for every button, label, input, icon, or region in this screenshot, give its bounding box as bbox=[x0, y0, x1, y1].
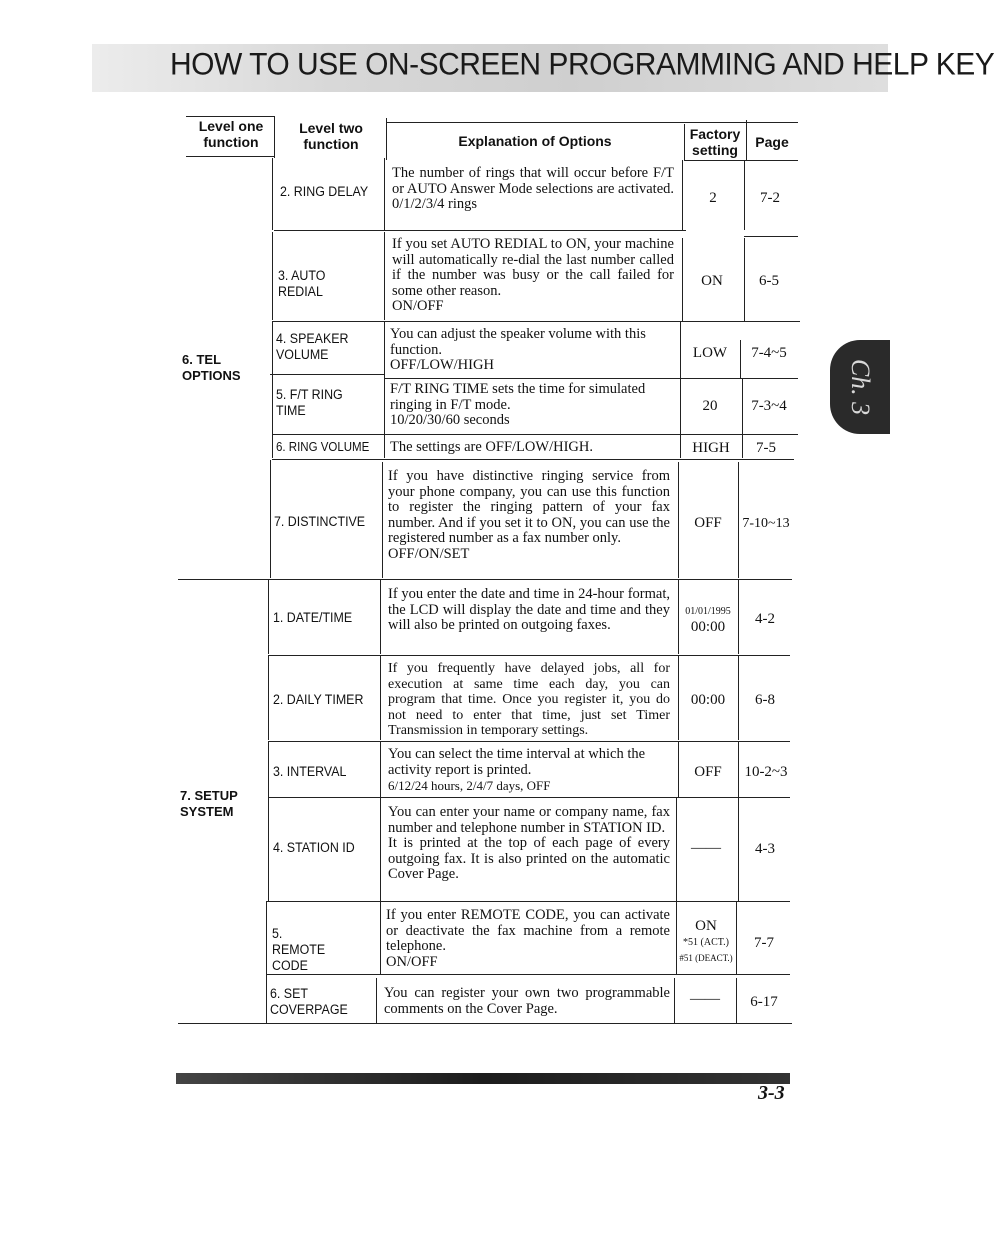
option-explanation: F/T RING TIME sets the time for simulated ringing in F/T mode. 10/20/30/60 seconds bbox=[390, 381, 646, 428]
level-two-label: 6. RING VOLUME bbox=[276, 440, 370, 454]
factory-setting: 00:00 bbox=[690, 692, 726, 708]
option-explanation: The settings are OFF/LOW/HIGH. bbox=[390, 439, 593, 455]
level-two-label: 5. F/T RING TIME bbox=[276, 387, 343, 418]
rule bbox=[684, 124, 685, 160]
page-ref: 6-5 bbox=[759, 273, 779, 289]
group-label-setup-system: 7. SETUP SYSTEM bbox=[180, 788, 238, 819]
chapter-tab-label: Ch. 3 bbox=[846, 358, 875, 416]
factory-setting-act: *51 (ACT.) bbox=[683, 937, 729, 948]
factory-setting: 2 bbox=[709, 190, 717, 206]
option-explanation: If you set AUTO REDIAL to ON, your machine will automatically re-dial the last number called if the number was busy or the call failed for some other reason. ON/OFF bbox=[392, 236, 674, 314]
factory-setting: ON bbox=[695, 918, 717, 934]
option-explanation: You can register your own two programmable comments on the Cover Page. bbox=[384, 985, 670, 1017]
option-explanation: You can select the time interval at which the activity report is printed. 6/12/24 hours, 2/4/7 days, OFF bbox=[388, 746, 646, 793]
factory-setting: HIGH bbox=[692, 440, 730, 456]
level-two-label: 3. INTERVAL bbox=[273, 764, 347, 779]
header-banner bbox=[92, 44, 994, 92]
factory-setting: —— bbox=[690, 991, 720, 1007]
level-two-label: 4. STATION ID bbox=[273, 840, 355, 855]
level-two-label: 3. AUTO REDIAL bbox=[278, 268, 326, 299]
factory-setting: 20 bbox=[702, 398, 718, 414]
option-explanation: If you have distinctive ringing service from your phone company, you can use this function to register the ringing pattern of your fax number. And if you set it to ON, you can use the registered number as a fax number only. OFF/ON/SET bbox=[388, 468, 670, 562]
page-ref: 6-8 bbox=[755, 692, 775, 708]
option-explanation: You can adjust the speaker volume with this function. OFF/LOW/HIGH bbox=[390, 326, 646, 373]
option-explanation: The number of rings that will occur before F/T or AUTO Answer Mode selections are activated. 0/1/2/3/4 rings bbox=[392, 165, 674, 212]
factory-setting: —— bbox=[691, 840, 721, 856]
page-ref: 7-3~4 bbox=[751, 398, 787, 414]
page-ref: 7-4~5 bbox=[751, 345, 787, 361]
factory-setting-deact: #51 (DEACT.) bbox=[679, 953, 733, 963]
option-explanation: If you enter the date and time in 24-hour format, the LCD will display the date and time and they will also be printed on outgoing faxes. bbox=[388, 586, 670, 633]
page-ref: 6-17 bbox=[750, 994, 778, 1010]
col-header-page: Page bbox=[755, 134, 789, 150]
level-two-label: 4. SPEAKER VOLUME bbox=[276, 331, 349, 362]
footer-bar bbox=[176, 1073, 790, 1084]
rule bbox=[274, 116, 275, 158]
page-ref: 7-2 bbox=[760, 190, 780, 206]
page-ref: 7-5 bbox=[756, 440, 776, 456]
level-two-label: 6. SET COVERPAGE bbox=[270, 986, 348, 1017]
level-two-label: 5. REMOTE CODE bbox=[272, 926, 326, 973]
level-two-label: 7. DISTINCTIVE bbox=[274, 514, 366, 529]
page-ref: 10-2~3 bbox=[744, 764, 788, 780]
factory-setting: OFF bbox=[694, 764, 722, 780]
rule bbox=[684, 160, 798, 161]
rule bbox=[186, 116, 274, 117]
page-number: 3-3 bbox=[758, 1082, 785, 1104]
rule bbox=[186, 156, 274, 157]
col-header-level-one: Level one function bbox=[198, 118, 264, 150]
factory-setting: ON bbox=[701, 273, 723, 289]
rule bbox=[386, 122, 798, 123]
group-label-tel-options: 6. TEL OPTIONS bbox=[182, 352, 241, 383]
option-explanation: If you frequently have delayed jobs, all for execution at same time each day, you can program that time. Once you register it, you do not need to enter that time, just set Timer Transmission in temporary settings. bbox=[388, 661, 670, 738]
col-header-level-two: Level two function bbox=[299, 120, 363, 152]
page-ref: 7-10~13 bbox=[742, 516, 790, 531]
col-header-factory: Factory setting bbox=[689, 126, 741, 158]
level-two-label: 2. DAILY TIMER bbox=[273, 692, 364, 707]
option-explanation: If you enter REMOTE CODE, you can activate or deactivate the fax machine from a remote telephone. ON/OFF bbox=[386, 907, 670, 970]
rule bbox=[386, 118, 387, 160]
page-title: HOW TO USE ON-SCREEN PROGRAMMING AND HELP KEY bbox=[170, 47, 994, 82]
page-ref: 7-7 bbox=[754, 935, 774, 951]
factory-setting-date: 01/01/1995 bbox=[685, 606, 731, 617]
rule bbox=[746, 120, 747, 160]
option-explanation: You can enter your name or company name, fax number and telephone number in STATION ID. It is printed at the top of each page of every outgoing fax. It is also printed on the automatic Cover Page. bbox=[388, 804, 670, 882]
page-ref: 4-2 bbox=[755, 611, 775, 627]
level-two-label: 1. DATE/TIME bbox=[273, 610, 353, 625]
level-two-label: 2. RING DELAY bbox=[280, 184, 369, 199]
factory-setting: LOW bbox=[692, 345, 728, 361]
group-divider bbox=[178, 579, 792, 580]
page-ref: 4-3 bbox=[755, 841, 775, 857]
factory-setting: OFF bbox=[694, 515, 722, 531]
chapter-tab bbox=[830, 340, 890, 434]
factory-setting-time: 00:00 bbox=[690, 619, 726, 635]
col-header-explanation: Explanation of Options bbox=[458, 133, 612, 149]
table-bottom-rule bbox=[178, 1023, 792, 1024]
